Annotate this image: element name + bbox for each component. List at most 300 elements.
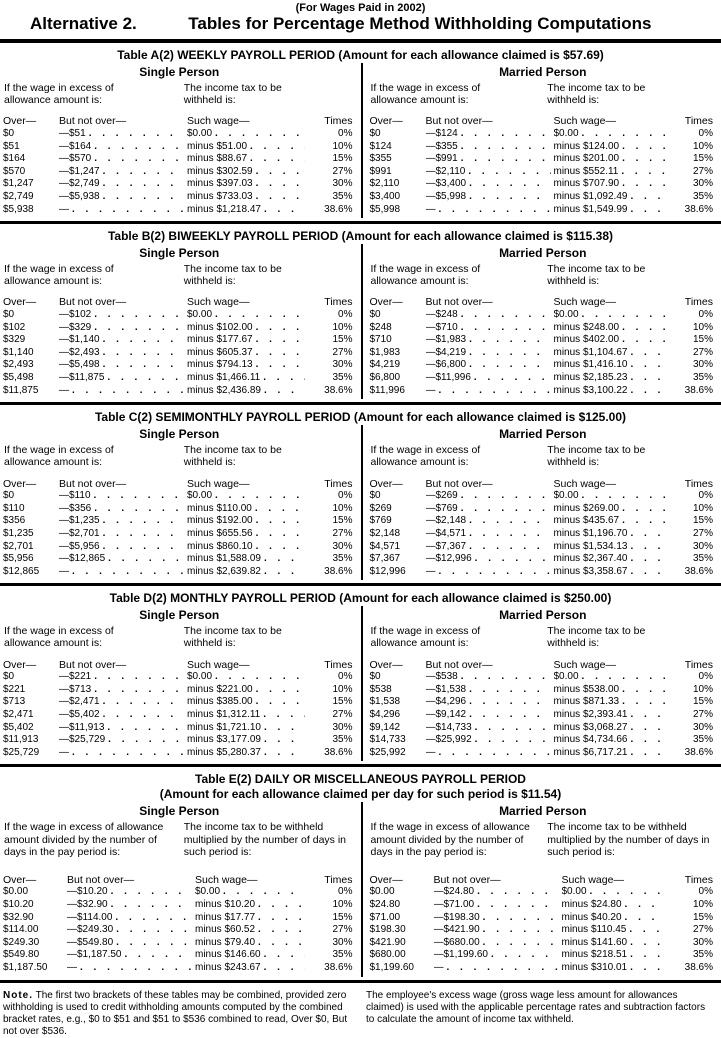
bracket-row [3, 709, 356, 722]
bracket-row [370, 372, 717, 385]
bracket-row [370, 141, 717, 154]
times-value: 15% [668, 334, 716, 347]
bracket-row [3, 949, 356, 962]
over-value: $12,865 [3, 566, 59, 579]
married-rows [370, 490, 717, 578]
column-descriptions [370, 263, 717, 296]
but-not-over-cell [59, 385, 187, 398]
but-not-over-cell [434, 949, 562, 962]
such-wage-value: minus $110.45 [562, 924, 627, 937]
such-wage-cell [554, 334, 669, 347]
wage-condition-label: If the wage in excess of allowance amount divided by the number of days in the pay period is: [4, 821, 176, 858]
times-value: 35% [308, 372, 356, 385]
over-value: $102 [3, 322, 59, 335]
bracket-row [370, 734, 717, 747]
single-person-heading: Single Person [3, 802, 356, 821]
tax-withheld-label: The income tax to be withheld is: [184, 444, 290, 468]
times-value: 38.6% [668, 962, 716, 975]
but-not-over-cell [434, 937, 562, 950]
bracket-row [370, 886, 717, 899]
bracket-row [370, 912, 717, 925]
bracket-row [370, 347, 717, 360]
tax-withheld-label: The income tax to be withheld is: [184, 625, 290, 649]
bracket-row [370, 385, 717, 398]
such-wage-cell [554, 141, 669, 154]
over-value: $110 [3, 503, 59, 516]
over-value: $2,493 [3, 359, 59, 372]
times-value: 27% [668, 709, 716, 722]
dot-leader [103, 515, 184, 528]
but-not-over-value: —$2,471 [59, 696, 100, 709]
over-value: $1,235 [3, 528, 59, 541]
dot-leader [263, 372, 304, 385]
but-not-over-value: — [59, 385, 69, 398]
column-header-row [370, 874, 717, 887]
such-wage-cell [554, 747, 669, 760]
dot-leader [223, 886, 304, 899]
over-header: Over— [3, 115, 59, 128]
dot-leader [103, 696, 184, 709]
but-not-over-cell [59, 515, 187, 528]
but-not-over-header: But not over— [434, 874, 562, 887]
dot-leader [483, 912, 559, 925]
such-wage-cell [554, 734, 669, 747]
bracket-row [370, 949, 717, 962]
but-not-over-cell [426, 385, 554, 398]
times-value: 15% [308, 153, 356, 166]
such-wage-cell [554, 503, 669, 516]
times-value: 15% [308, 334, 356, 347]
table-a2-single-panel [0, 63, 361, 218]
such-wage-cell [187, 503, 308, 516]
but-not-over-cell [59, 671, 187, 684]
over-value: $11,913 [3, 734, 59, 747]
but-not-over-value: —$24.80 [434, 886, 475, 899]
such-wage-value: minus $60.52 [195, 924, 255, 937]
such-wage-value: minus $310.01 [562, 962, 628, 975]
dot-leader [125, 949, 193, 962]
but-not-over-value: —$355 [426, 141, 458, 154]
dot-leader [72, 385, 184, 398]
times-value: 27% [308, 166, 356, 179]
such-wage-cell [554, 128, 669, 141]
times-value: 0% [668, 886, 716, 899]
such-wage-cell [554, 153, 669, 166]
over-value: $10.20 [3, 899, 67, 912]
dot-leader [483, 924, 559, 937]
bracket-row [370, 899, 717, 912]
but-not-over-value: —$71.00 [434, 899, 475, 912]
column-descriptions [370, 444, 717, 477]
dot-leader [461, 503, 551, 516]
but-not-over-cell [426, 178, 554, 191]
over-value: $0 [3, 490, 59, 503]
such-wage-cell [554, 204, 669, 217]
dot-leader [264, 566, 305, 579]
such-wage-cell [195, 962, 308, 975]
over-value: $356 [3, 515, 59, 528]
dot-leader [111, 899, 192, 912]
dot-leader [630, 566, 665, 579]
wage-condition-label: If the wage in excess of allowance amount is: [4, 263, 138, 287]
tax-withheld-label: The income tax to be withheld is: [547, 444, 653, 468]
note-left [3, 990, 350, 1038]
dot-leader [630, 949, 665, 962]
over-value: $5,938 [3, 204, 59, 217]
column-header-row [3, 478, 356, 491]
table-e2-section [0, 767, 721, 982]
times-header: Times [308, 478, 356, 491]
but-not-over-value: — [59, 204, 69, 217]
dot-leader [469, 709, 550, 722]
such-wage-value: minus $1,466.11 [187, 372, 260, 385]
table-a2-caption: Table A(2) WEEKLY PAYROLL PERIOD (Amount for each allowance claimed is $57.69) [0, 43, 721, 63]
such-wage-value: minus $1,104.67 [554, 347, 628, 360]
over-value: $24.80 [370, 899, 434, 912]
but-not-over-cell [426, 322, 554, 335]
but-not-over-cell [426, 309, 554, 322]
such-wage-cell [562, 886, 669, 899]
table-e2-caption: Table E(2) DAILY OR MISCELLANEOUS PAYROLL PERIOD [0, 767, 721, 787]
bracket-row [3, 899, 356, 912]
but-not-over-header: But not over— [59, 659, 187, 672]
but-not-over-value: — [426, 747, 436, 760]
such-wage-value: minus $1,312.11 [187, 709, 260, 722]
such-wage-cell [187, 747, 308, 760]
table-c2-single-panel [0, 425, 361, 580]
such-wage-value: minus $733.03 [187, 191, 253, 204]
such-wage-cell [187, 722, 308, 735]
table-d2-halves [0, 606, 721, 761]
bracket-row [370, 153, 717, 166]
bracket-row [3, 722, 356, 735]
bracket-row [3, 141, 356, 154]
dot-leader [582, 490, 665, 503]
table-e2-married-panel [361, 802, 721, 976]
but-not-over-value: —$2,701 [59, 528, 100, 541]
such-wage-value: minus $177.67 [187, 334, 253, 347]
but-not-over-value: —$4,296 [426, 696, 467, 709]
over-value: $25,729 [3, 747, 59, 760]
dot-leader [264, 204, 305, 217]
times-value: 0% [308, 671, 356, 684]
such-wage-cell [554, 309, 669, 322]
but-not-over-value: —$549.80 [67, 937, 113, 950]
but-not-over-header: But not over— [67, 874, 195, 887]
dot-leader [461, 141, 551, 154]
but-not-over-cell [426, 684, 554, 697]
dot-leader [250, 141, 304, 154]
such-wage-cell [562, 962, 669, 975]
such-wage-cell [562, 949, 669, 962]
such-wage-value: $0.00 [187, 490, 212, 503]
but-not-over-value: —$10.20 [67, 886, 108, 899]
column-descriptions [370, 82, 717, 115]
over-value: $0 [370, 309, 426, 322]
dot-leader [108, 734, 184, 747]
dot-leader [461, 322, 551, 335]
bracket-row [3, 359, 356, 372]
over-value: $248 [370, 322, 426, 335]
bracket-row [370, 709, 717, 722]
such-wage-header: Such wage— [195, 874, 308, 887]
bracket-row [3, 309, 356, 322]
column-descriptions [3, 821, 356, 874]
such-wage-value: $0.00 [554, 671, 579, 684]
wage-condition-label: If the wage in excess of allowance amount is: [371, 625, 505, 649]
dot-leader [264, 553, 305, 566]
but-not-over-cell [59, 553, 187, 566]
column-header-row [3, 115, 356, 128]
dot-leader [256, 334, 305, 347]
such-wage-value: minus $3,068.27 [554, 722, 628, 735]
but-not-over-value: —$5,956 [59, 541, 100, 554]
over-value: $221 [3, 684, 59, 697]
wage-condition-label: If the wage in excess of allowance amount divided by the number of days in the pay period is: [371, 821, 540, 858]
over-value: $249.30 [3, 937, 67, 950]
dot-leader [630, 204, 665, 217]
but-not-over-cell [59, 178, 187, 191]
table-c2-married-panel [361, 425, 721, 580]
dot-leader [622, 684, 665, 697]
over-value: $11,996 [370, 385, 426, 398]
but-not-over-value: —$6,800 [426, 359, 467, 372]
such-wage-header: Such wage— [562, 874, 669, 887]
over-value: $2,148 [370, 528, 426, 541]
but-not-over-value: —$570 [59, 153, 91, 166]
dot-leader [94, 684, 184, 697]
tax-withheld-label: The income tax to be withheld is: [547, 82, 653, 106]
note-label: Note. [3, 990, 33, 1001]
dot-leader [469, 191, 550, 204]
over-value: $570 [3, 166, 59, 179]
bracket-row [3, 334, 356, 347]
dot-leader [469, 541, 550, 554]
such-wage-cell [554, 722, 669, 735]
dot-leader [94, 490, 184, 503]
dot-leader [256, 541, 305, 554]
over-value: $549.80 [3, 949, 67, 962]
such-wage-cell [554, 671, 669, 684]
bracket-row [370, 566, 717, 579]
dot-leader [103, 541, 184, 554]
such-wage-cell [554, 347, 669, 360]
dot-leader [475, 553, 551, 566]
but-not-over-cell [59, 191, 187, 204]
dot-leader [103, 709, 184, 722]
tax-withheld-label: The income tax to be withheld is: [184, 82, 290, 106]
dot-leader [264, 747, 305, 760]
dot-leader [469, 696, 550, 709]
such-wage-header: Such wage— [554, 659, 669, 672]
dot-leader [590, 886, 665, 899]
dot-leader [625, 899, 665, 912]
dot-leader [469, 359, 550, 372]
but-not-over-header: But not over— [59, 478, 187, 491]
such-wage-value: minus $17.77 [195, 912, 255, 925]
but-not-over-value: —$32.90 [67, 899, 108, 912]
dot-leader [250, 153, 304, 166]
times-value: 27% [668, 166, 716, 179]
single-person-heading: Single Person [3, 606, 356, 625]
such-wage-value: minus $397.03 [187, 178, 253, 191]
wage-condition-label: If the wage in excess of allowance amount is: [4, 82, 138, 106]
column-header-row [3, 659, 356, 672]
such-wage-value: minus $3,358.67 [554, 566, 628, 579]
times-value: 35% [308, 734, 356, 747]
but-not-over-value: —$102 [59, 309, 91, 322]
table-b2-section [0, 224, 721, 405]
single-rows [3, 128, 356, 216]
such-wage-value: minus $605.37 [187, 347, 253, 360]
but-not-over-value: —$1,199.60 [434, 949, 489, 962]
dot-leader [477, 886, 558, 899]
but-not-over-value: —$249.30 [67, 924, 113, 937]
tax-withheld-label: The income tax to be withheld multiplied by the number of days in such period is: [547, 821, 716, 858]
but-not-over-value: —$713 [59, 684, 91, 697]
over-header: Over— [3, 478, 59, 491]
but-not-over-cell [59, 528, 187, 541]
such-wage-value: minus $269.00 [554, 503, 620, 516]
times-value: 38.6% [308, 962, 356, 975]
dot-leader [630, 734, 665, 747]
times-value: 30% [308, 937, 356, 950]
but-not-over-value: — [426, 385, 436, 398]
over-value: $355 [370, 153, 426, 166]
such-wage-cell [554, 528, 669, 541]
bracket-row [370, 191, 717, 204]
but-not-over-cell [434, 899, 562, 912]
over-value: $2,110 [370, 178, 426, 191]
but-not-over-value: —$2,110 [426, 166, 466, 179]
times-value: 38.6% [668, 747, 716, 760]
dot-leader [582, 309, 665, 322]
but-not-over-cell [426, 515, 554, 528]
times-value: 30% [668, 541, 716, 554]
dot-leader [477, 899, 558, 912]
but-not-over-value: —$25,729 [59, 734, 105, 747]
married-rows [370, 309, 717, 397]
such-wage-cell [187, 166, 308, 179]
over-value: $0 [3, 128, 59, 141]
but-not-over-value: —$12,865 [59, 553, 105, 566]
table-d2-married-panel [361, 606, 721, 761]
but-not-over-value: —$124 [426, 128, 458, 141]
bracket-row [370, 696, 717, 709]
column-descriptions [370, 625, 717, 658]
dot-leader [256, 191, 305, 204]
dot-leader [256, 166, 305, 179]
but-not-over-value: —$421.90 [434, 924, 480, 937]
times-header: Times [668, 874, 716, 887]
over-value: $269 [370, 503, 426, 516]
such-wage-value: minus $243.67 [195, 962, 261, 975]
times-value: 35% [668, 553, 716, 566]
such-wage-value: minus $24.80 [562, 899, 622, 912]
note-right-text: The employee's excess wage (gross wage less amount for allowances claimed) is used with the applicable percentage rates and subtraction factors to calculate the amount of income tax withheld. [366, 990, 705, 1025]
times-value: 35% [668, 372, 716, 385]
column-header-row [370, 296, 717, 309]
bracket-row [3, 734, 356, 747]
over-value: $0.00 [3, 886, 67, 899]
dot-leader [108, 553, 184, 566]
bracket-row [3, 962, 356, 975]
such-wage-header: Such wage— [187, 478, 308, 491]
dot-leader [625, 912, 665, 925]
over-value: $5,402 [3, 722, 59, 735]
married-rows [370, 671, 717, 759]
bracket-row [3, 322, 356, 335]
such-wage-value: minus $10.20 [195, 899, 255, 912]
bracket-row [370, 359, 717, 372]
table-d2-single-panel [0, 606, 361, 761]
but-not-over-value: —$2,749 [59, 178, 100, 191]
dot-leader [622, 503, 665, 516]
but-not-over-value: —$25,992 [426, 734, 472, 747]
wage-condition-label: If the wage in excess of allowance amount is: [4, 625, 138, 649]
but-not-over-value: —$710 [426, 322, 458, 335]
but-not-over-value: —$1,187.50 [67, 949, 122, 962]
dot-leader [630, 191, 665, 204]
but-not-over-value: —$5,938 [59, 191, 100, 204]
such-wage-cell [195, 912, 308, 925]
table-b2-single-panel [0, 244, 361, 399]
but-not-over-cell [59, 696, 187, 709]
times-value: 38.6% [308, 385, 356, 398]
such-wage-cell [195, 949, 308, 962]
dot-leader [103, 191, 184, 204]
over-header: Over— [370, 478, 426, 491]
bracket-row [3, 937, 356, 950]
dot-leader [461, 128, 551, 141]
bracket-row [3, 490, 356, 503]
over-value: $114.00 [3, 924, 67, 937]
over-value: $710 [370, 334, 426, 347]
over-value: $25,992 [370, 747, 426, 760]
but-not-over-value: —$248 [426, 309, 458, 322]
dot-leader [256, 515, 305, 528]
over-header: Over— [370, 659, 426, 672]
but-not-over-cell [59, 490, 187, 503]
bracket-row [3, 566, 356, 579]
but-not-over-cell [59, 347, 187, 360]
but-not-over-cell [59, 334, 187, 347]
dot-leader [215, 309, 304, 322]
such-wage-cell [554, 553, 669, 566]
such-wage-cell [554, 372, 669, 385]
but-not-over-value: — [426, 566, 436, 579]
dot-leader [630, 747, 665, 760]
such-wage-header: Such wage— [554, 296, 669, 309]
wages-paid-subtitle: (For Wages Paid in 2002) [0, 2, 721, 14]
such-wage-value: minus $3,100.22 [554, 385, 628, 398]
such-wage-value: minus $707.90 [554, 178, 620, 191]
but-not-over-cell [426, 204, 554, 217]
bracket-row [370, 166, 717, 179]
times-value: 15% [668, 912, 716, 925]
married-rows [370, 128, 717, 216]
dot-leader [630, 937, 665, 950]
but-not-over-cell [59, 166, 187, 179]
such-wage-header: Such wage— [187, 659, 308, 672]
such-wage-cell [187, 734, 308, 747]
bracket-row [3, 747, 356, 760]
such-wage-cell [187, 347, 308, 360]
such-wage-cell [187, 372, 308, 385]
dot-leader [103, 347, 184, 360]
such-wage-value: minus $1,092.49 [554, 191, 628, 204]
over-value: $680.00 [370, 949, 434, 962]
